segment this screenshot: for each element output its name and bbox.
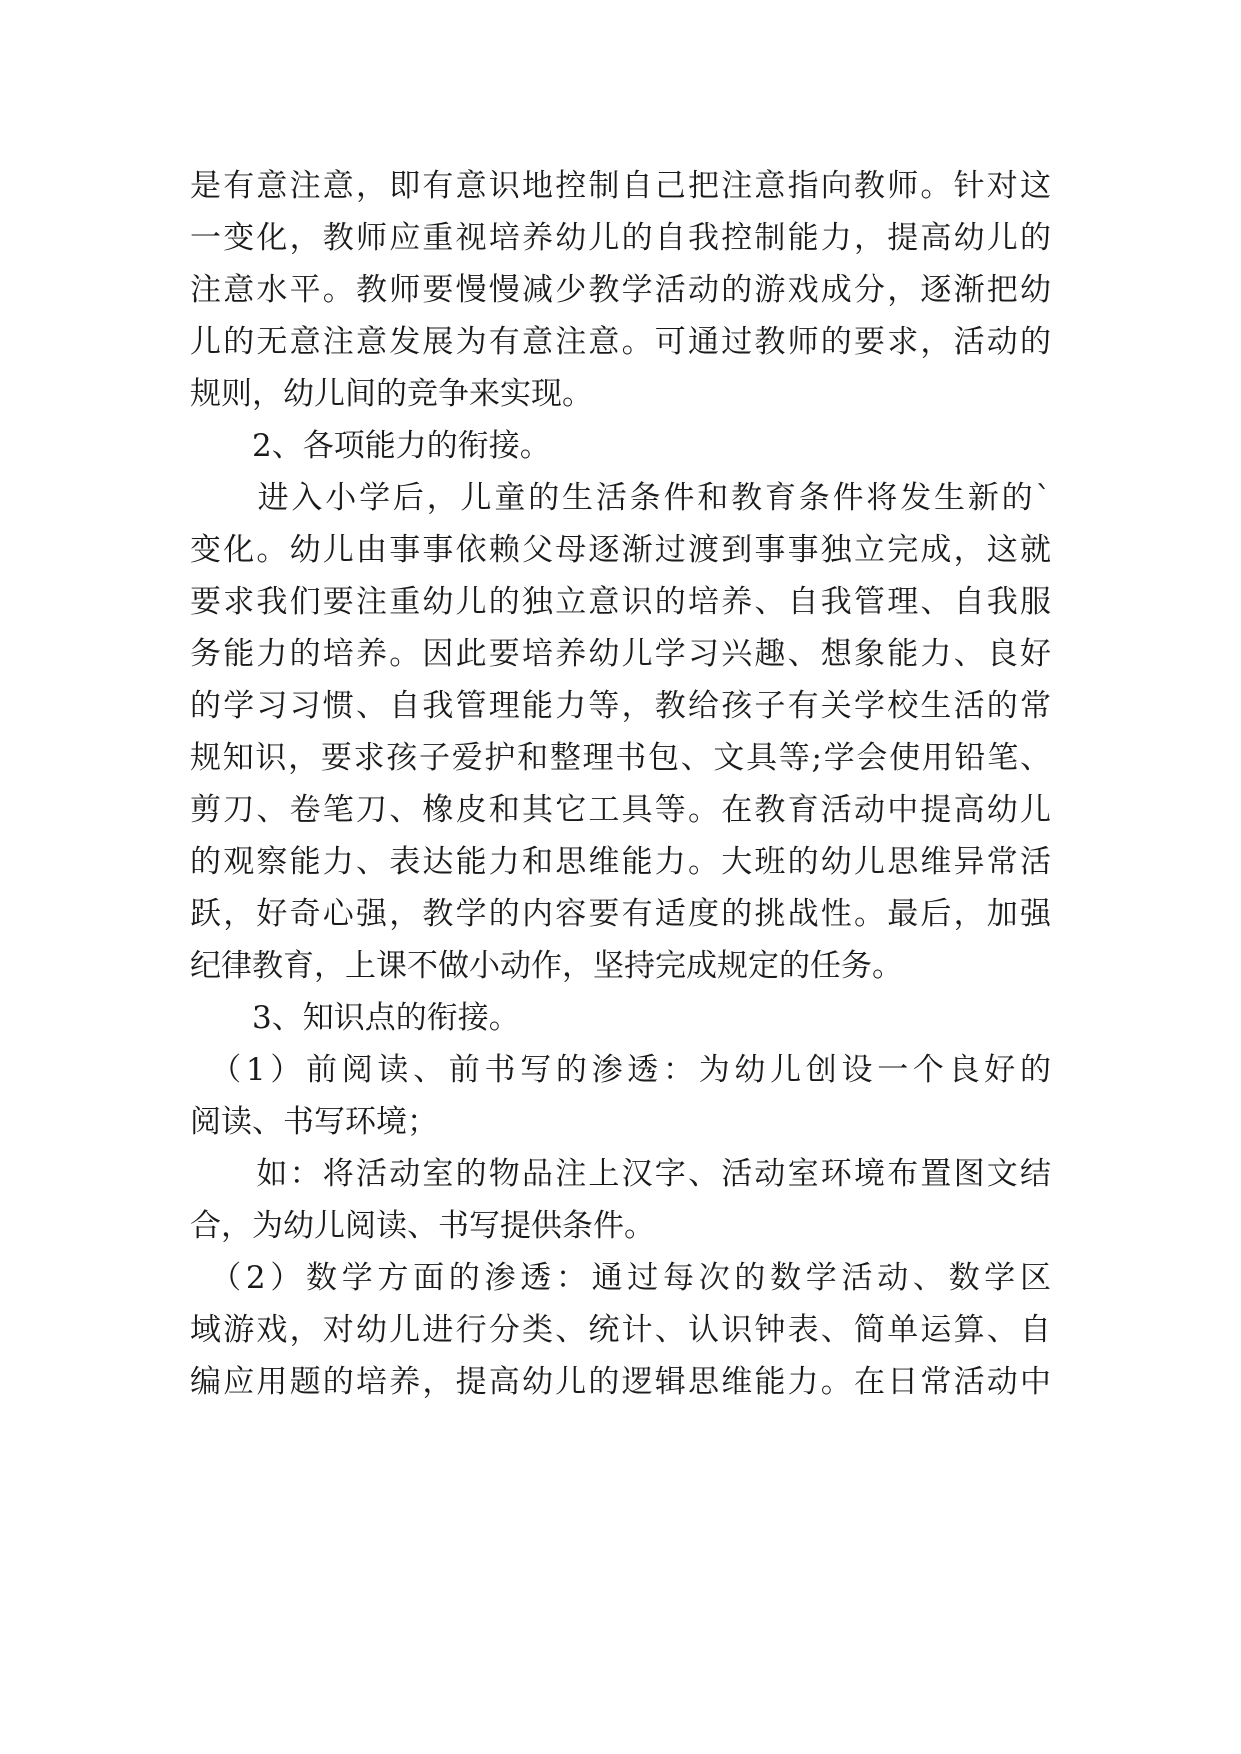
text-line: 的学习习惯、自我管理能力等，教给孩子有关学校生活的常 (190, 688, 1051, 724)
text-line: 儿的无意注意发展为有意注意。可通过教师的要求，活动的 (190, 324, 1051, 360)
text-line: 务能力的培养。因此要培养幼儿学习兴趣、想象能力、良好 (190, 636, 1051, 672)
text-line: 的观察能力、表达能力和思维能力。大班的幼儿思维异常活 (190, 844, 1051, 880)
text-line: 一变化，教师应重视培养幼儿的自我控制能力，提高幼儿的 (190, 220, 1051, 256)
text-line: 2、各项能力的衔接。 (190, 428, 551, 464)
text-line: （1）前阅读、前书写的渗透：为幼儿创设一个良好的 (190, 1052, 1051, 1088)
text-line: 要求我们要注重幼儿的独立意识的培养、自我管理、自我服 (190, 584, 1051, 620)
text-line: 3、知识点的衔接。 (190, 1000, 520, 1036)
text-line: 如：将活动室的物品注上汉字、活动室环境布置图文结 (190, 1156, 1051, 1192)
text-line: 变化。幼儿由事事依赖父母逐渐过渡到事事独立完成，这就 (190, 532, 1051, 568)
text-line: 域游戏，对幼儿进行分类、统计、认识钟表、简单运算、自 (190, 1312, 1051, 1348)
text-line: 纪律教育，上课不做小动作，坚持完成规定的任务。 (190, 948, 903, 984)
text-line: 合，为幼儿阅读、书写提供条件。 (190, 1208, 655, 1244)
text-line: 是有意注意，即有意识地控制自己把注意指向教师。针对这 (190, 168, 1051, 204)
text-line: 规则，幼儿间的竞争来实现。 (190, 376, 593, 412)
text-line: 跃，好奇心强，教学的内容要有适度的挑战性。最后，加强 (190, 896, 1051, 932)
text-line: 阅读、书写环境； (190, 1104, 438, 1140)
document-body (190, 160, 1051, 1408)
text-line: （2）数学方面的渗透：通过每次的数学活动、数学区 (190, 1260, 1051, 1296)
text-line: 剪刀、卷笔刀、橡皮和其它工具等。在教育活动中提高幼儿 (190, 792, 1051, 828)
text-line: 进入小学后，儿童的生活条件和教育条件将发生新的` (190, 480, 1051, 516)
text-line: 规知识，要求孩子爱护和整理书包、文具等;学会使用铅笔、 (190, 740, 1051, 776)
text-line: 编应用题的培养，提高幼儿的逻辑思维能力。在日常活动中 (190, 1364, 1051, 1400)
text-line: 注意水平。教师要慢慢减少教学活动的游戏成分，逐渐把幼 (190, 272, 1051, 308)
